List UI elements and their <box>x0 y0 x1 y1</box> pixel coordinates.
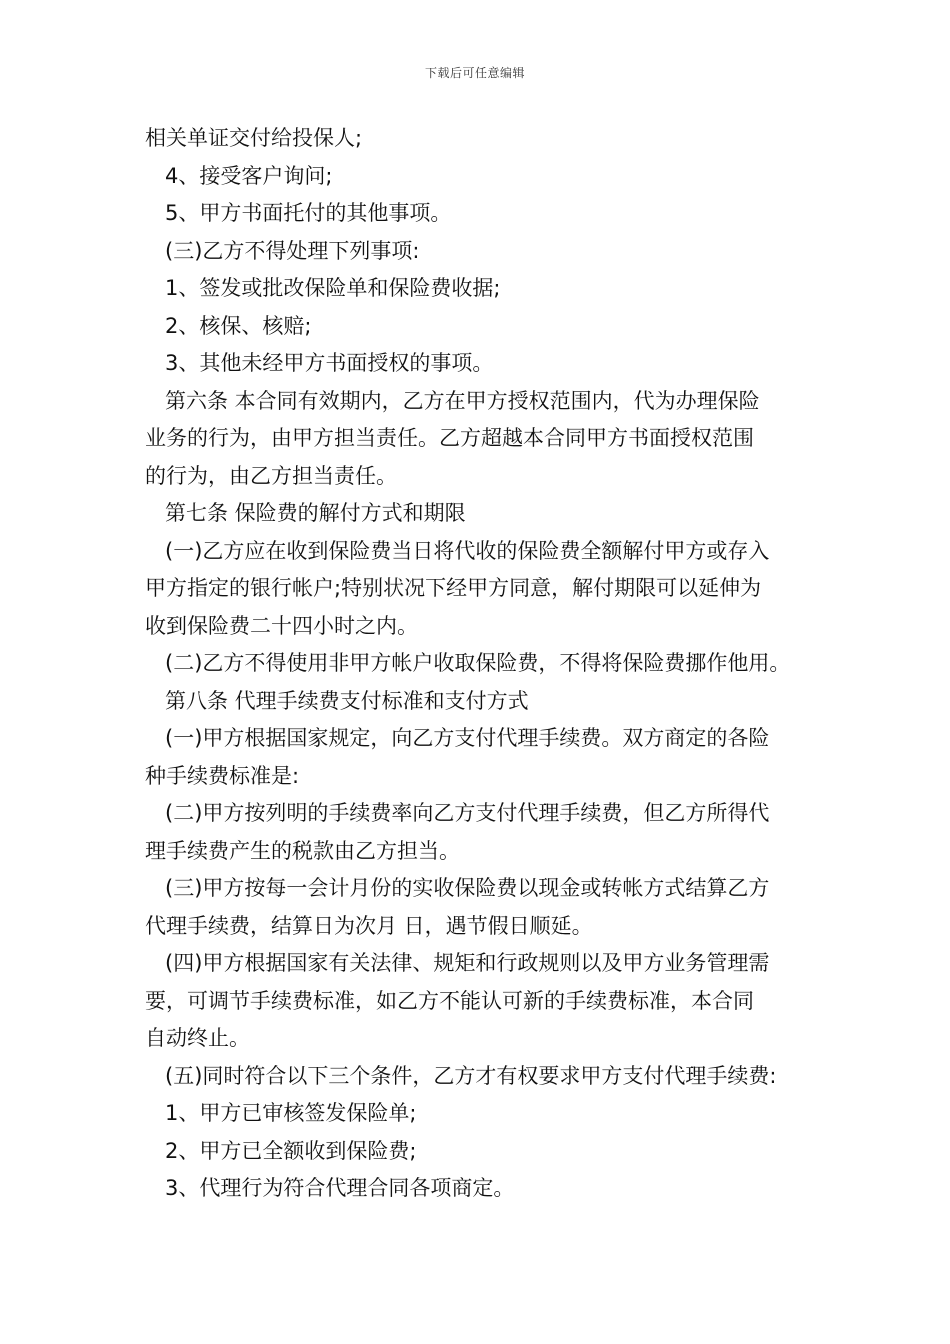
paragraph-line: 收到保险费二十四小时之内。 <box>145 613 418 638</box>
paragraph-line: 1、签发或批改保险单和保险费收据; <box>165 276 501 300</box>
paragraph-line: 2、甲方已全额收到保险费; <box>165 1138 417 1163</box>
paragraph-line: (五)同时符合以下三个条件，乙方才有权要求甲方支付代理手续费: <box>165 1063 777 1088</box>
paragraph-line: 5、甲方书面托付的其他事项。 <box>165 201 452 225</box>
page-header-note: 下载后可任意编辑 <box>424 66 525 80</box>
paragraph-line: 甲方指定的银行帐户;特别状况下经甲方同意，解付期限可以延伸为 <box>145 576 762 600</box>
paragraph-line: 业务的行为，由甲方担当责任。乙方超越本合同甲方书面授权范围 <box>145 426 754 450</box>
paragraph-line: 3、其他未经甲方书面授权的事项。 <box>165 351 494 375</box>
paragraph-line: 2、核保、核赔; <box>165 313 312 338</box>
paragraph-line: (三)乙方不得处理下列事项: <box>165 238 420 263</box>
paragraph-line: 第七条 保险费的解付方式和期限 <box>165 501 466 525</box>
paragraph-line: 第六条 本合同有效期内，乙方在甲方授权范围内，代为办理保险 <box>165 388 760 413</box>
paragraph-line: 第八条 代理手续费支付标准和支付方式 <box>165 688 529 713</box>
paragraph-line: (一)甲方根据国家规定，向乙方支付代理手续费。双方商定的各险 <box>165 726 770 750</box>
paragraph-line: 相关单证交付给投保人; <box>145 126 363 150</box>
paragraph-line: (二)甲方按列明的手续费率向乙方支付代理手续费，但乙方所得代 <box>165 801 770 825</box>
paragraph-line: 代理手续费，结算日为次月 日，遇节假日顺延。 <box>145 913 593 938</box>
paragraph-line: (三)甲方按每一会计月份的实收保险费以现金或转帐方式结算乙方 <box>165 876 770 900</box>
paragraph-line: 3、代理行为符合代理合同各项商定。 <box>165 1176 515 1200</box>
paragraph-line: (四)甲方根据国家有关法律、规矩和行政规则以及甲方业务管理需 <box>165 951 770 975</box>
document-body <box>145 120 815 1208</box>
paragraph-line: 的行为，由乙方担当责任。 <box>145 463 397 488</box>
paragraph-line: 种手续费标准是: <box>145 763 300 788</box>
paragraph-line: 要，可调节手续费标准，如乙方不能认可新的手续费标准，本合同 <box>145 988 754 1013</box>
paragraph-line: 1、甲方已审核签发保险单; <box>165 1101 417 1125</box>
paragraph-line: 自动终止。 <box>145 1026 250 1050</box>
paragraph-line: 理手续费产生的税款由乙方担当。 <box>145 838 460 863</box>
paragraph-line: 4、接受客户询问; <box>165 163 333 188</box>
paragraph-line: (一)乙方应在收到保险费当日将代收的保险费全额解付甲方或存入 <box>165 538 770 563</box>
paragraph-line: (二)乙方不得使用非甲方帐户收取保险费，不得将保险费挪作他用。 <box>165 651 791 675</box>
